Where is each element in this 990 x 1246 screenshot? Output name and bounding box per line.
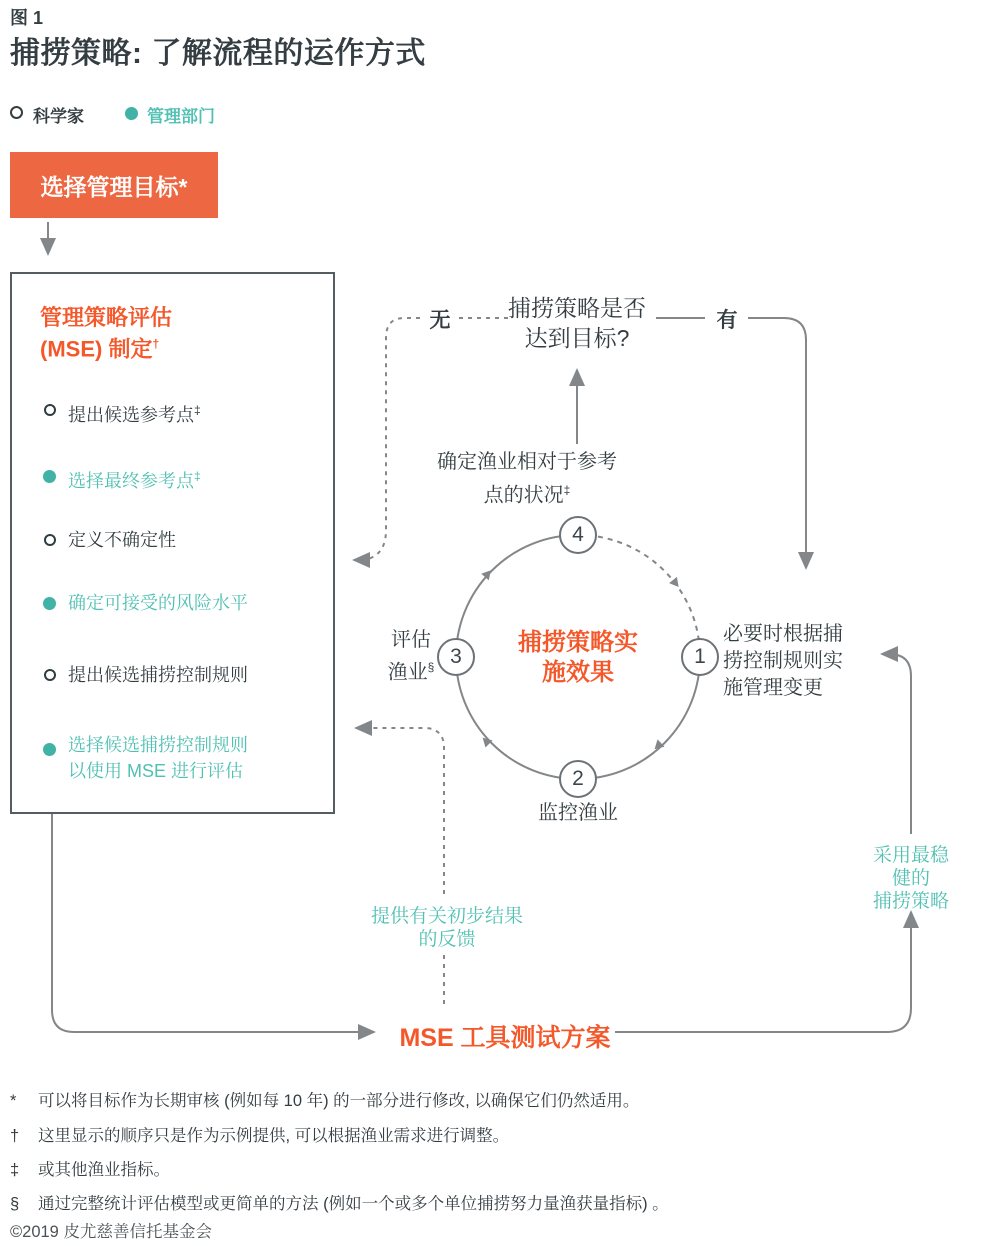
footnote-marker: §	[10, 1195, 20, 1213]
scientist-bullet-icon	[44, 669, 56, 681]
footnote-marker: †	[10, 1127, 20, 1145]
management-bullet-icon	[43, 597, 56, 610]
mse-box-title-sup: †	[152, 337, 160, 351]
cycle-step3-label: 评估 渔业§	[387, 629, 435, 684]
management-bullet-icon	[43, 470, 56, 483]
adopt-label: 采用最稳健的 捕捞策略	[872, 845, 949, 912]
mse-step-5: 提出候选捕捞控制规则	[68, 665, 248, 685]
legend-scientist-label: 科学家	[33, 107, 84, 126]
feedback-label: 提供有关初步结果 的反馈	[370, 906, 524, 950]
cycle-step1-label: 必要时根据捕 捞控制规则实 施管理变更	[723, 623, 843, 699]
mse-test-label: MSE 工具测试方案	[399, 1024, 611, 1052]
mse-box-title-line1: 管理策略评估	[40, 305, 173, 330]
mse-step-3: 定义不确定性	[68, 530, 176, 550]
cycle-arrowhead-1-2	[651, 739, 664, 752]
cycle-node-4: 4	[559, 516, 597, 554]
mse-box-title-line2: (MSE) 制定	[40, 336, 153, 362]
figure-label: 图 1	[10, 8, 44, 28]
page-title: 捕捞策略: 了解流程的运作方式	[10, 37, 426, 70]
scientist-bullet-icon	[44, 534, 56, 546]
mse-box-title	[40, 304, 172, 362]
copyright-text: ©2019 皮尤慈善信托基金会	[10, 1223, 212, 1241]
arrow-feedback-to-msebox	[356, 728, 444, 894]
question-text: 捕捞策略是否 达到目标?	[508, 295, 646, 351]
no-label: 无	[429, 309, 451, 332]
cycle-step2-label: 监控渔业	[538, 802, 618, 824]
cycle-center-label: 捕捞策略实 施效果	[518, 629, 638, 686]
mse-step-1: 提出候选参考点‡	[68, 403, 201, 425]
arrow-adopt-to-cycle1	[882, 654, 911, 834]
arrow-yes-down	[748, 318, 806, 568]
arrow-no-to-msebox	[354, 318, 420, 560]
status-check-label: 确定渔业相对于参考 点的状况‡	[437, 451, 617, 507]
footnote-asterisk: * 可以将目标作为长期审核 (例如每 10 年) 的一部分进行修改, 以确保它们仍然适用。	[10, 1092, 640, 1110]
scientist-bullet-icon	[44, 404, 56, 416]
mse-step-4: 确定可接受的风险水平	[68, 593, 248, 613]
footnote-double-dagger: ‡ 或其他渔业指标。	[10, 1161, 170, 1179]
select-objectives-box	[10, 152, 218, 218]
legend-management-label: 管理部门	[147, 107, 215, 126]
arrow-msetest-to-adopt	[615, 912, 911, 1032]
cycle-node-1: 1	[681, 638, 719, 676]
footnote-dagger: † 这里显示的顺序只是作为示例提供, 可以根据渔业需求进行调整。	[10, 1127, 510, 1145]
footnote-marker: ‡	[10, 1161, 20, 1179]
select-objectives-label: 选择管理目标*	[40, 173, 188, 200]
footnote-section: § 通过完整统计评估模型或更简单的方法 (例如一个或多个单位捕捞努力量渔获量指标) 。	[10, 1195, 669, 1213]
cycle-node-3: 3	[437, 638, 475, 676]
footnote-marker: *	[10, 1092, 17, 1110]
cycle-node-2: 2	[559, 760, 597, 798]
management-bullet-icon	[43, 743, 56, 756]
arrow-msebox-to-msetest	[52, 812, 374, 1032]
mse-step-2: 选择最终参考点‡	[68, 469, 201, 491]
mse-step-6: 选择候选捕捞控制规则 以使用 MSE 进行评估	[68, 735, 248, 781]
yes-label: 有	[716, 309, 738, 332]
